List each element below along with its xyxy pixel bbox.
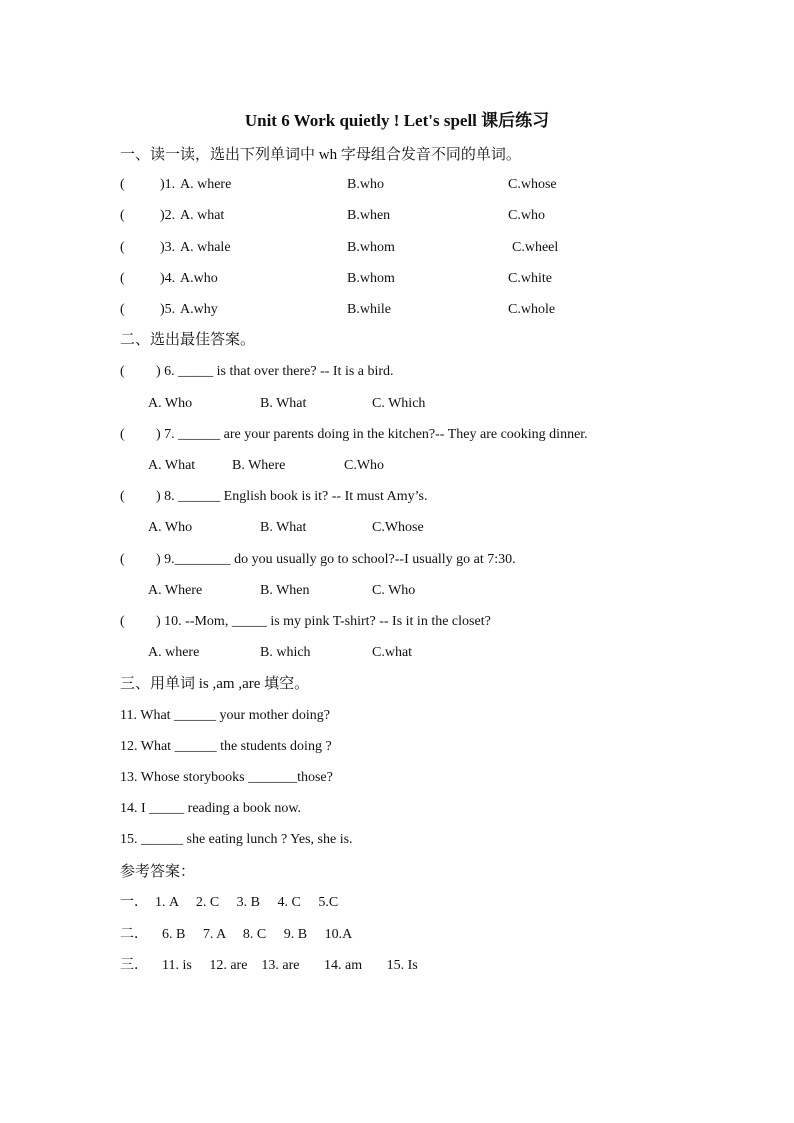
s3-item-12: 12. What ______ the students doing ? bbox=[120, 739, 332, 754]
answers-heading: 参考答案： bbox=[120, 864, 196, 880]
s3-item-11: 11. What ______ your mother doing? bbox=[120, 708, 330, 723]
s3-item-13: 13. Whose storybooks _______those? bbox=[120, 770, 333, 785]
page-title: Unit 6 Work quietly ! Let's spell 课后练习 bbox=[244, 111, 550, 130]
worksheet-page: Unit 6 Work quietly ! Let's spell 课后练习 一、读一读，选出下列单词中 wh 字母组合发音不同的单词。 ( )1. A. where B.who C.whose ( )2. A. what B.when C.who ( )3. A. whale B.whom C.wheel ( )4. A.who B.whom C.white ( )5. A.why B.while C.whole 二、选出最佳答案。 ( ) 6. _____ is that over there? -- It is a bird. A. Who B. What C. Which ( ) 7. ______ are your parents doing in the kitchen?-- They are cooking dinner. A. What B. Where C.Who ( ) 8. ______ English book is it? -- It must Amy’s. A. Who B. What C.Whose ( ) 9.________ do you usually go to school?--I usually go at 7:30. A. Where B. When C. Who ( ) 10. --Mom, _____ is my pink T-shirt? -- Is it in the closet? A. where B. which C.what 三、用单词 is ,am ,are 填空。 11. What ______ your mother doing? 12. What ______ the students doing ? 13. Whose storybooks _______those? 14. I _____ reading a book now. 15. ______ she eating lunch ? Yes, she is. 参考答案： 一． 1. A 2. C 3. B 4. C 5.C 二． 6. B 7. A 8. C 9. B 10.A 三． 11. is 12. are 13. are 14. am 15. Is bbox=[0, 0, 794, 1123]
s3-item-15: 15. ______ she eating lunch ? Yes, she is. bbox=[120, 832, 353, 847]
answers-line-1: 一． 1. A 2. C 3. B 4. C 5.C bbox=[120, 895, 339, 910]
answers-line-2: 二． 6. B 7. A 8. C 9. B 10.A bbox=[120, 927, 353, 942]
section2-heading: 二、选出最佳答案。 bbox=[120, 332, 256, 348]
section1-heading: 一、读一读，选出下列单词中 wh 字母组合发音不同的单词。 bbox=[120, 147, 521, 163]
s3-item-14: 14. I _____ reading a book now. bbox=[120, 801, 302, 816]
answers-line-3: 三． 11. is 12. are 13. are 14. am 15. Is bbox=[120, 958, 418, 973]
section3-heading: 三、用单词 is ,am ,are 填空。 bbox=[120, 676, 310, 692]
